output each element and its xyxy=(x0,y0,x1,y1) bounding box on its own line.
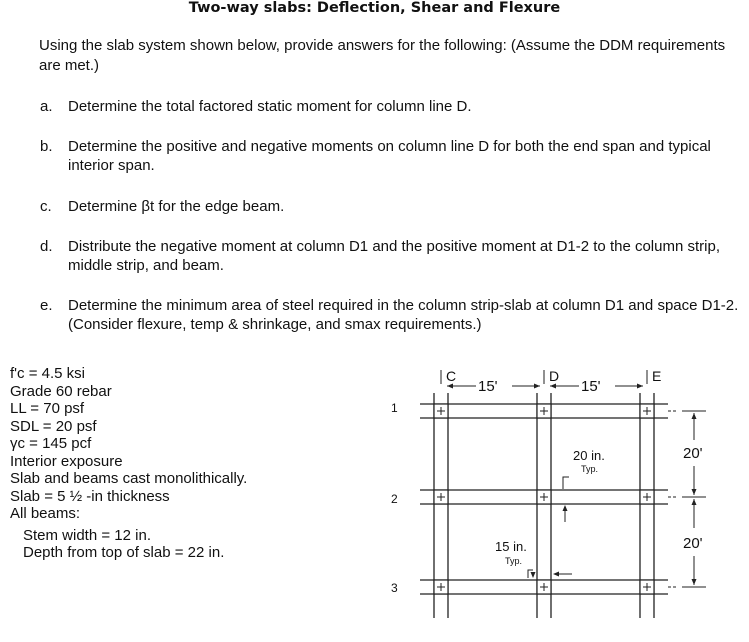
question-text: Distribute the negative moment at column D1 and the positive moment at D1-2 to the column strip, middle strip, and beam. xyxy=(68,238,720,274)
given-ll: LL = 70 psf xyxy=(10,400,85,417)
row-label-1: 1 xyxy=(391,401,398,415)
given-beams-title: All beams: xyxy=(10,505,81,522)
span-label-23: 20' xyxy=(683,535,703,552)
given-gamma: γc = 145 pcf xyxy=(10,435,92,452)
given-cast: Slab and beams cast monolithically. xyxy=(10,470,248,487)
row-label-2: 2 xyxy=(391,492,398,506)
question-text: Determine the positive and negative moments on column line D for both the end span and typical interior span. xyxy=(68,138,711,174)
question-label: b. xyxy=(40,138,53,155)
given-rebar: Grade 60 rebar xyxy=(10,382,112,400)
given-slab: Slab = 5 ½ -in thickness xyxy=(10,487,170,505)
question-label: c. xyxy=(40,198,52,215)
col-label-e: E xyxy=(652,368,662,384)
given-sdl: SDL = 20 psf xyxy=(10,417,97,435)
dim-15in-typ: Typ. xyxy=(505,556,523,566)
dim-20in-leader xyxy=(563,477,569,522)
question-text: Determine βt for the edge beam. xyxy=(68,198,285,215)
question-label: d. xyxy=(40,238,53,255)
dim-20in-label: 20 in. xyxy=(573,448,605,463)
column-crosses xyxy=(437,407,651,591)
span-label-cd: 15' xyxy=(478,378,498,395)
question-label: e. xyxy=(40,297,53,314)
question-text: Determine the total factored static moment for column line D. xyxy=(68,98,472,115)
span-label-de: 15' xyxy=(581,378,601,395)
row-label-3: 3 xyxy=(391,581,398,595)
question-label: a. xyxy=(40,98,53,115)
dim-15in-label: 15 in. xyxy=(495,539,527,554)
dim-20ft xyxy=(668,411,706,587)
col-label-d: D xyxy=(549,368,560,384)
given-stem: Stem width = 12 in. xyxy=(23,526,151,544)
given-depth: Depth from top of slab = 22 in. xyxy=(23,544,225,561)
dim-20in-typ: Typ. xyxy=(581,464,599,474)
col-label-c: C xyxy=(446,368,457,384)
page-title: Two-way slabs: Deflection, Shear and Flexure xyxy=(188,0,561,16)
question-text: Determine the minimum area of steel required in the column strip-slab at column D1 and space D1-2. (Consider flexure, temp & shrinkage, and smax requirements.) xyxy=(68,297,739,333)
dimension-arrows xyxy=(447,384,697,586)
given-fc: f'c = 4.5 ksi xyxy=(10,365,85,382)
intro-text: Using the slab system shown below, provide answers for the following: (Assume the DDM requirements are met.) xyxy=(39,37,726,74)
given-exposure: Interior exposure xyxy=(10,452,123,470)
span-label-12: 20' xyxy=(683,445,703,462)
